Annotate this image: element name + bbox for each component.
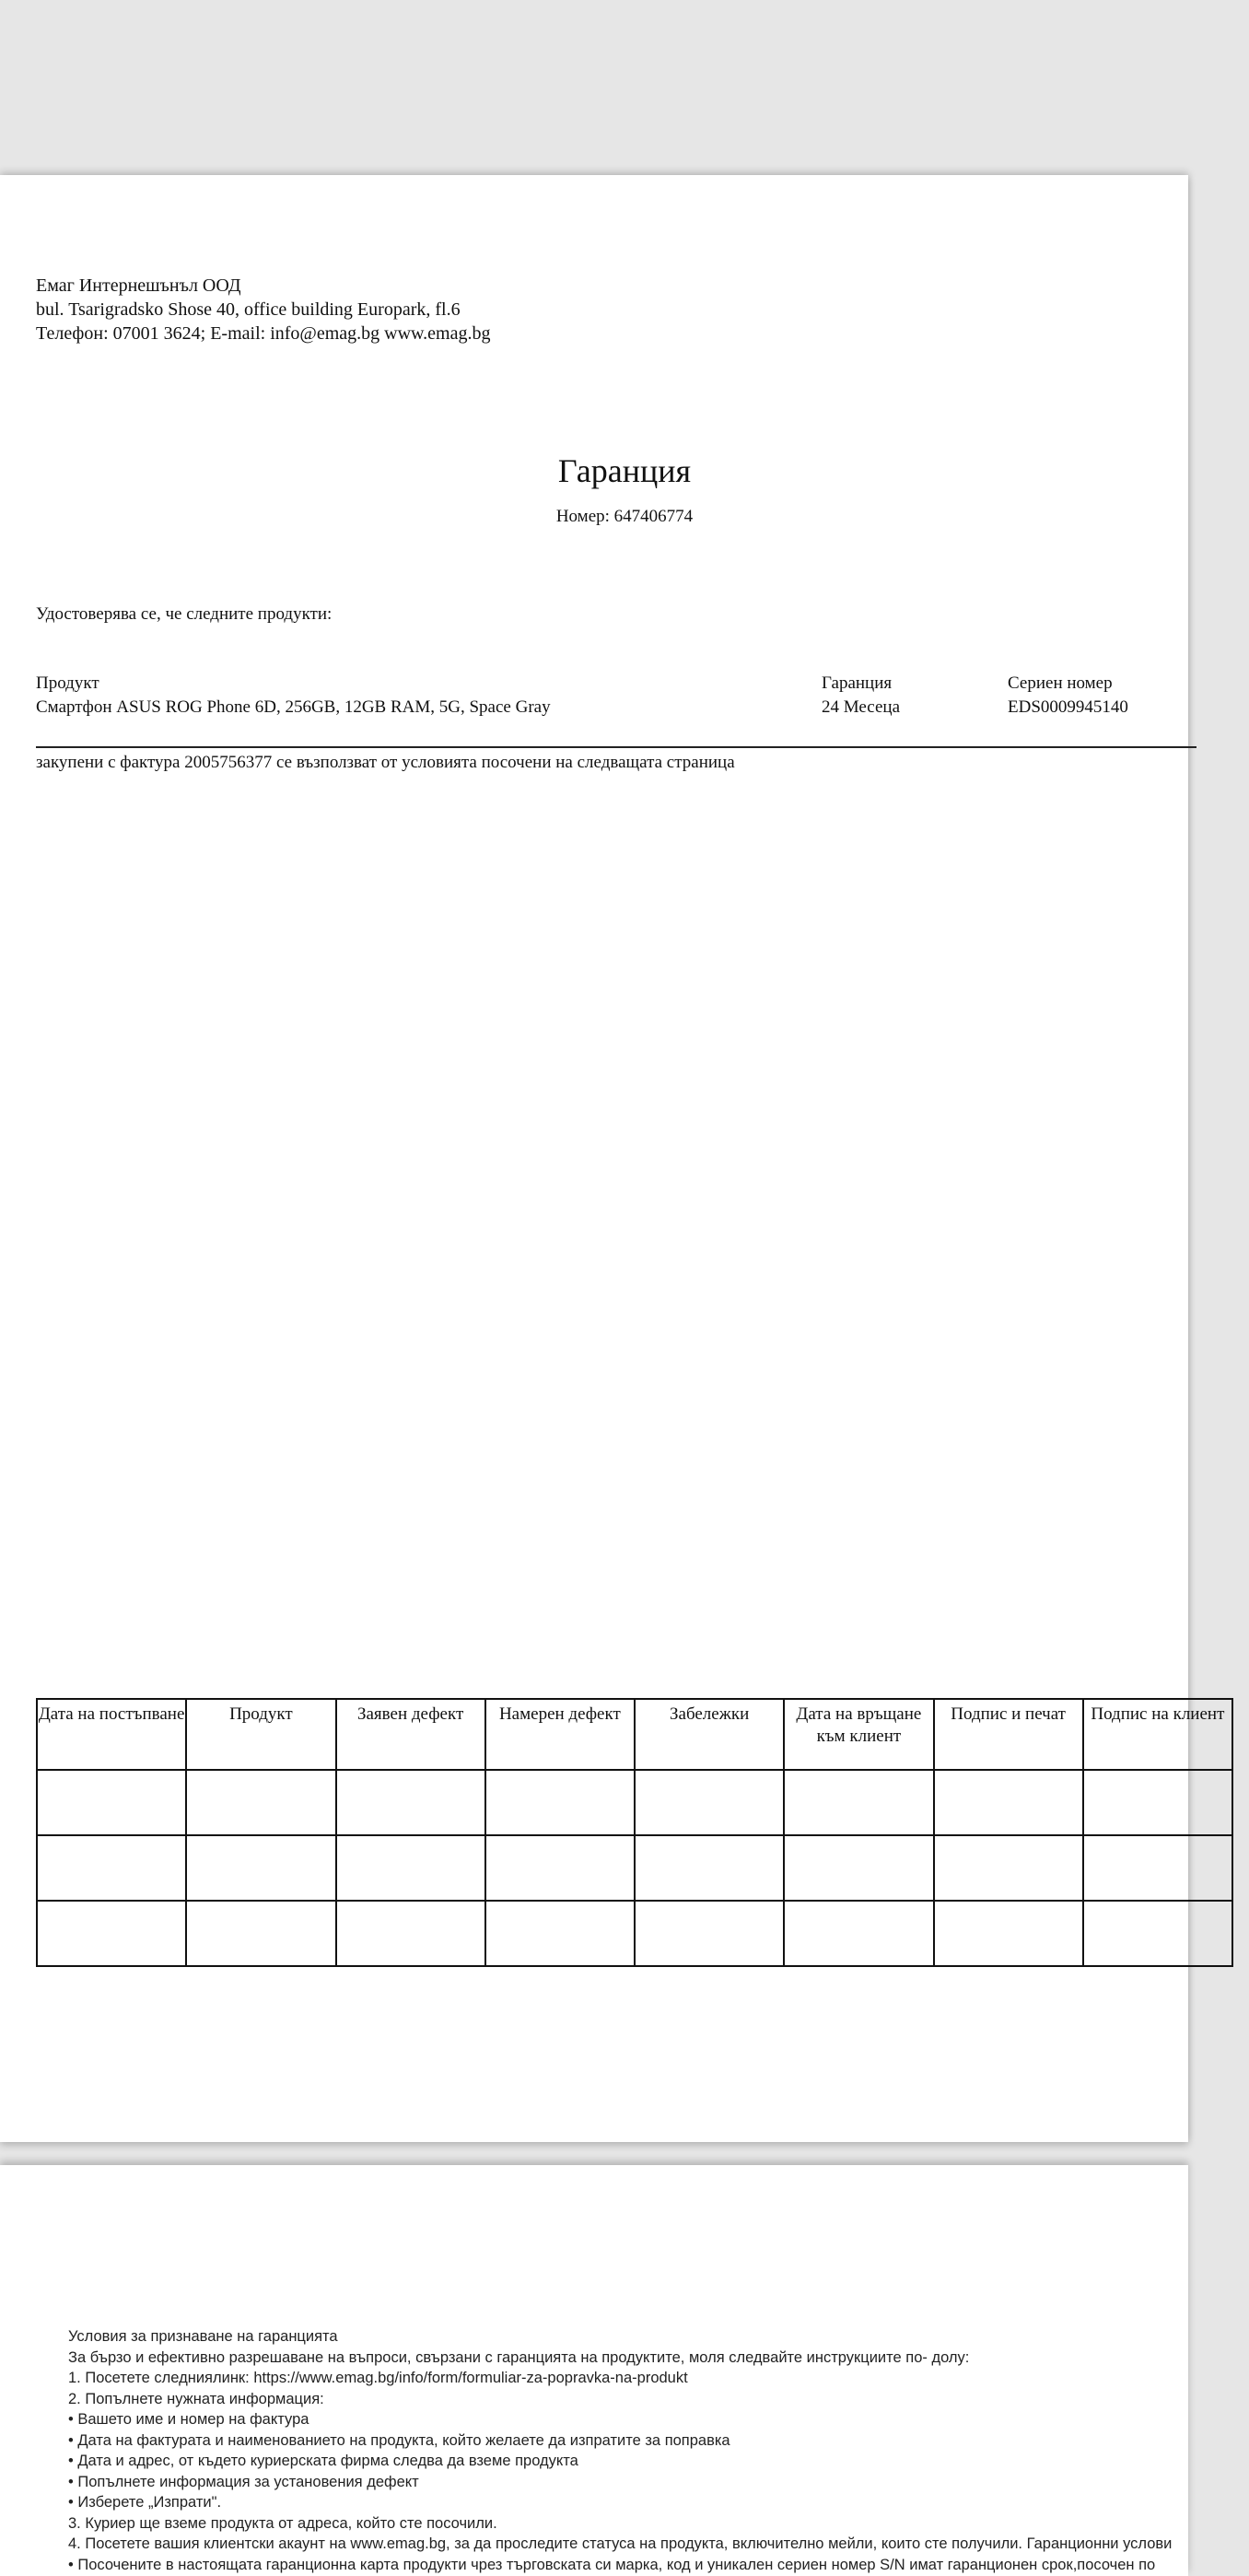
divider-line — [36, 746, 1196, 748]
header-client-signature: Подпис на клиент — [1083, 1699, 1232, 1770]
company-address: bul. Tsarigradsko Shose 40, office building Europark, fl.6 — [36, 299, 461, 320]
repairs-table — [36, 1698, 1233, 1967]
table-cell — [336, 1770, 485, 1835]
repairs-header-row — [37, 1699, 1232, 1770]
table-cell — [934, 1835, 1083, 1901]
table-row — [37, 1770, 1232, 1835]
product-warranty: 24 Месеца — [822, 697, 900, 717]
header-reported-defect: Заявен дефект — [336, 1699, 485, 1770]
warranty-terms — [68, 2326, 1172, 2575]
table-cell — [934, 1901, 1083, 1966]
table-cell — [635, 1901, 784, 1966]
table-cell — [635, 1770, 784, 1835]
terms-line: • Вашето име и номер на фактура — [68, 2411, 309, 2428]
table-cell — [336, 1835, 485, 1901]
warranty-header: Гаранция — [822, 673, 893, 693]
terms-line: За бързо и ефективно разрешаване на въпроси, свързани с гаранцията на продуктите, моля следвайте инструкциите по- долу: — [68, 2348, 970, 2366]
table-cell — [784, 1770, 933, 1835]
table-cell — [485, 1770, 635, 1835]
terms-line: 3. Куриер ще вземе продукта от адреса, който сте посочили. — [68, 2514, 497, 2532]
invoice-text: закупени с фактура 2005756377 се възползват от условията посочени на следващата страница — [36, 753, 735, 772]
document-number: Номер: 647406774 — [555, 507, 694, 526]
terms-line: • Дата на фактурата и наименованието на продукта, който желаете да изпратите за поправка — [68, 2431, 730, 2449]
table-cell — [336, 1901, 485, 1966]
table-cell — [186, 1901, 335, 1966]
table-cell — [37, 1835, 186, 1901]
table-row — [37, 1835, 1232, 1901]
serial-header: Сериен номер — [1008, 673, 1113, 693]
warranty-page — [0, 175, 1225, 2142]
table-cell — [784, 1901, 933, 1966]
table-cell — [934, 1770, 1083, 1835]
document-title: Гаранция — [557, 452, 692, 489]
table-cell — [485, 1901, 635, 1966]
product-header: Продукт — [36, 673, 99, 693]
table-cell — [37, 1901, 186, 1966]
table-cell — [485, 1835, 635, 1901]
header-signature-stamp: Подпис и печат — [934, 1699, 1083, 1770]
terms-line: 1. Посетете следниялинк: https://www.emag.bg/info/form/formuliar-za-popravka-na-produkt — [68, 2370, 688, 2386]
terms-line: 2. Попълнете нужната информация: — [68, 2390, 324, 2407]
header-notes: Забележки — [635, 1699, 784, 1770]
header-product: Продукт — [186, 1699, 335, 1770]
table-cell — [1083, 1901, 1232, 1966]
certify-text: Удостоверява се, че следните продукти: — [36, 604, 333, 624]
table-cell — [186, 1770, 335, 1835]
header-return-date: Дата на връщане към клиент — [784, 1699, 933, 1770]
header-intake-date: Дата на постъпване — [37, 1699, 186, 1770]
company-name: Емаг Интернешънъл ООД — [36, 275, 241, 296]
table-cell — [186, 1835, 335, 1901]
product-name: Смартфон ASUS ROG Phone 6D, 256GB, 12GB RAM, 5G, Space Gray — [36, 697, 551, 717]
terms-line: • Дата и адрес, от където куриерската фирма следва да вземе продукта — [68, 2453, 578, 2469]
table-row — [37, 1901, 1232, 1966]
terms-page — [0, 2165, 1188, 2576]
table-cell — [635, 1835, 784, 1901]
terms-line: • Попълнете информация за установения дефект — [68, 2473, 419, 2490]
company-contact: Телефон: 07001 3624; E-mail: info@emag.bg www.emag.bg — [36, 323, 491, 344]
table-cell — [784, 1835, 933, 1901]
table-cell — [1083, 1835, 1232, 1901]
terms-line: • Изберете „Изпрати". — [68, 2494, 222, 2511]
header-found-defect: Намерен дефект — [485, 1699, 635, 1770]
company-info — [36, 274, 490, 345]
terms-heading: Условия за признаване на гаранцията — [68, 2328, 338, 2345]
terms-line: 4. Посетете вашия клиентски акаунт на www.emag.bg, за да проследите статуса на продукта, включително мейли, които сте получили. Гаранционни услови — [68, 2535, 1173, 2552]
terms-line: • Посочените в настоящата гаранционна карта продукти чрез търговската си марка, код и уникален сериен номер S/N имат гаранционен срок,посочен по — [68, 2556, 1156, 2573]
table-cell — [1083, 1770, 1232, 1835]
product-serial: EDS0009945140 — [1008, 697, 1128, 717]
table-cell — [37, 1770, 186, 1835]
